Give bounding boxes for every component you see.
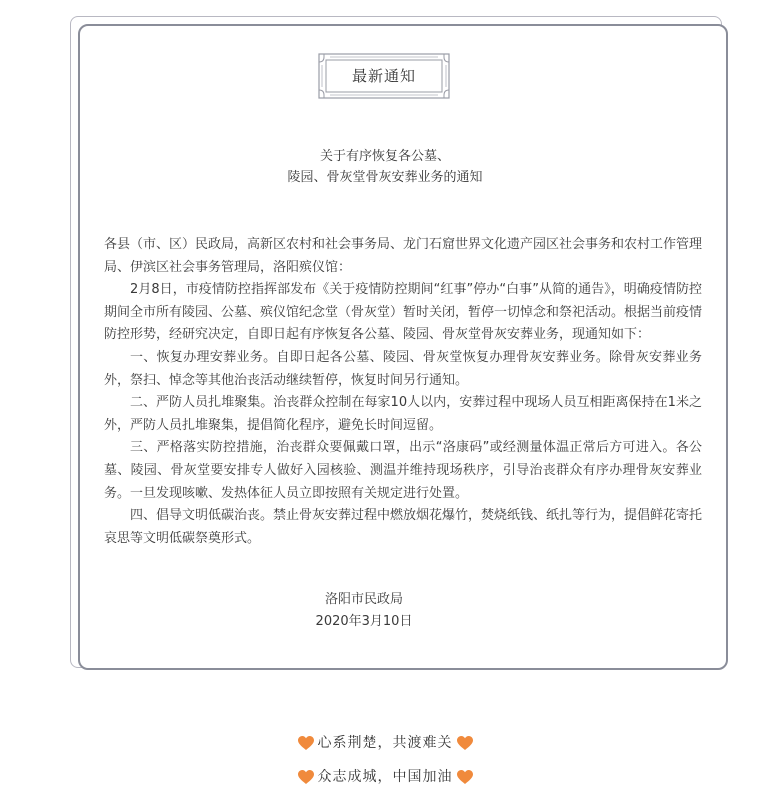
notice-heading-line2: 陵园、骨灰堂骨灰安葬业务的通知: [287, 170, 483, 185]
notice-paragraph: 三、严格落实防控措施，治丧群众要佩戴口罩，出示“洛康码”或经测量体温正常后方可进入。各公墓、陵园、骨灰堂要安排专人做好入园核验、测温并维持现场秩序，引导治丧群众有序办理骨灰安葬业务。一旦发现咳嗽、发热体征人员立即按照有关规定进行处置。: [104, 440, 702, 501]
orange-heart-icon: [457, 736, 473, 751]
slogan-line: [240, 766, 530, 786]
notice-salutation: 各县（市、区）民政局，高新区农村和社会事务局、龙门石窟世界文化遗产园区社会事务和农村工作管理局、伊滨区社会事务管理局，洛阳殡仪馆：: [104, 237, 703, 275]
notice-badge: [318, 53, 450, 99]
slogan-text: 心系荆楚，共渡难关: [317, 735, 453, 751]
orange-heart-icon: [298, 736, 314, 751]
notice-heading-line1: 关于有序恢复各公墓、: [319, 149, 450, 164]
notice-body: [104, 234, 702, 550]
orange-heart-icon: [457, 770, 473, 785]
notice-badge-title: 最新通知: [351, 67, 416, 85]
notice-paragraph: 2月8日，市疫情防控指挥部发布《关于疫情防控期间“红事”停办“白事”从简的通告》，明确疫情防控期间全市所有陵园、公墓、殡仪馆纪念堂（骨灰堂）暂时关闭，暂停一切悼念和祭祀活动。根据当前疫情防控形势，经研究决定，自即日起有序恢复各公墓、陵园、骨灰堂骨灰安葬业务，现通知如下：: [104, 282, 703, 343]
slogan-text: 众志成城，中国加油: [317, 769, 453, 785]
notice-paragraph: 一、恢复办理安葬业务。自即日起各公墓、陵园、骨灰堂恢复办理骨灰安葬业务。除骨灰安葬业务外，祭扫、悼念等其他治丧活动继续暂停，恢复时间另行通知。: [104, 349, 702, 388]
signature-org: 洛阳市民政局: [324, 592, 403, 607]
orange-heart-icon: [298, 770, 314, 785]
notice-paragraph: 四、倡导文明低碳治丧。禁止骨灰安葬过程中燃放烟花爆竹，焚烧纸钱、纸扎等行为，提倡鲜花寄托哀思等文明低碳祭奠形式。: [104, 508, 703, 546]
slogan-line: [240, 732, 530, 752]
notice-paragraph: 二、严防人员扎堆聚集。治丧群众控制在每家10人以内，安葬过程中现场人员互相距离保持在1米之外，严防人员扎堆聚集，提倡简化程序，避免长时间逗留。: [104, 395, 702, 433]
signature-date: 2020年3月10日: [315, 614, 413, 629]
